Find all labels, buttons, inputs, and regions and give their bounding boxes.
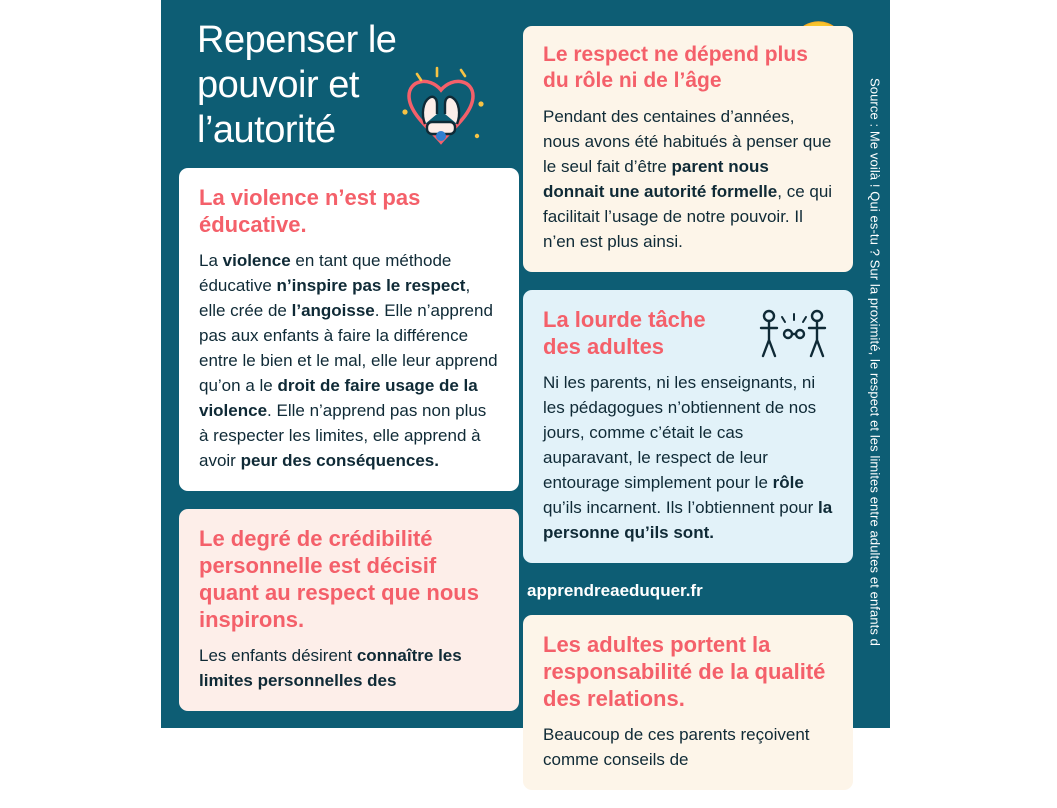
card-credibilite-body: Les enfants désirent connaître les limites personnelles des <box>199 646 462 690</box>
card-responsabilite-body: Beaucoup de ces parents reçoivent comme conseils de <box>543 725 810 769</box>
source-note <box>862 0 888 728</box>
card-credibilite <box>179 509 519 711</box>
left-column <box>179 8 519 729</box>
card-responsabilite <box>523 615 853 790</box>
card-tache <box>523 290 853 563</box>
card-respect-body: Pendant des centaines d’années, nous avons été habitués à penser que le seul fait d’être parent nous donnait une autorité formelle, ce qui facilitait l’usage de notre pouvoir. Il n’en est plus ainsi. <box>543 107 833 251</box>
card-respect-heading: Le respect ne dépend plus du rôle ni de l’âge <box>543 43 808 92</box>
card-tache-body: Ni les parents, ni les enseignants, ni les pédagogues n’obtiennent de nos jours, comme c’était le cas auparavant, le respect de leur entourage simplement pour le rôle qu’ils incarnent. Ils l’obtiennent pour la personne qu’ils sont. <box>543 373 833 542</box>
page-title: Repenser le pouvoir et l’autorité <box>197 19 397 151</box>
card-violence <box>179 168 519 491</box>
card-credibilite-heading: Le degré de crédibilité personnelle est décisif quant au respect que nous inspirons. <box>199 526 479 632</box>
card-violence-heading: La violence n’est pas éducative. <box>199 185 421 237</box>
poster-canvas <box>161 0 890 769</box>
card-violence-body: La violence en tant que méthode éducative n’inspire pas le respect, elle crée de l’angoisse. Elle n’apprend pas aux enfants à faire la différence entre le bien et le mal, elle leur apprend qu’on a le droit de faire usage de la violence. Elle n’apprend pas non plus à respecter les limites, elle apprend à avoir peur des conséquences. <box>199 251 498 470</box>
website-label: apprendreaeduquer.fr <box>527 581 703 600</box>
card-tache-heading: La lourde tâche des adultes <box>543 307 706 359</box>
card-respect <box>523 26 853 272</box>
card-responsabilite-heading: Les adultes portent la responsabilité de la qualité des relations. <box>543 632 826 711</box>
source-note-text: Source : Me voilà ! Qui es-tu ? Sur la proximité, le respect et les limites entre adultes et enfants d <box>867 78 883 647</box>
right-column <box>523 8 853 808</box>
adults-figures-icon <box>755 304 833 364</box>
